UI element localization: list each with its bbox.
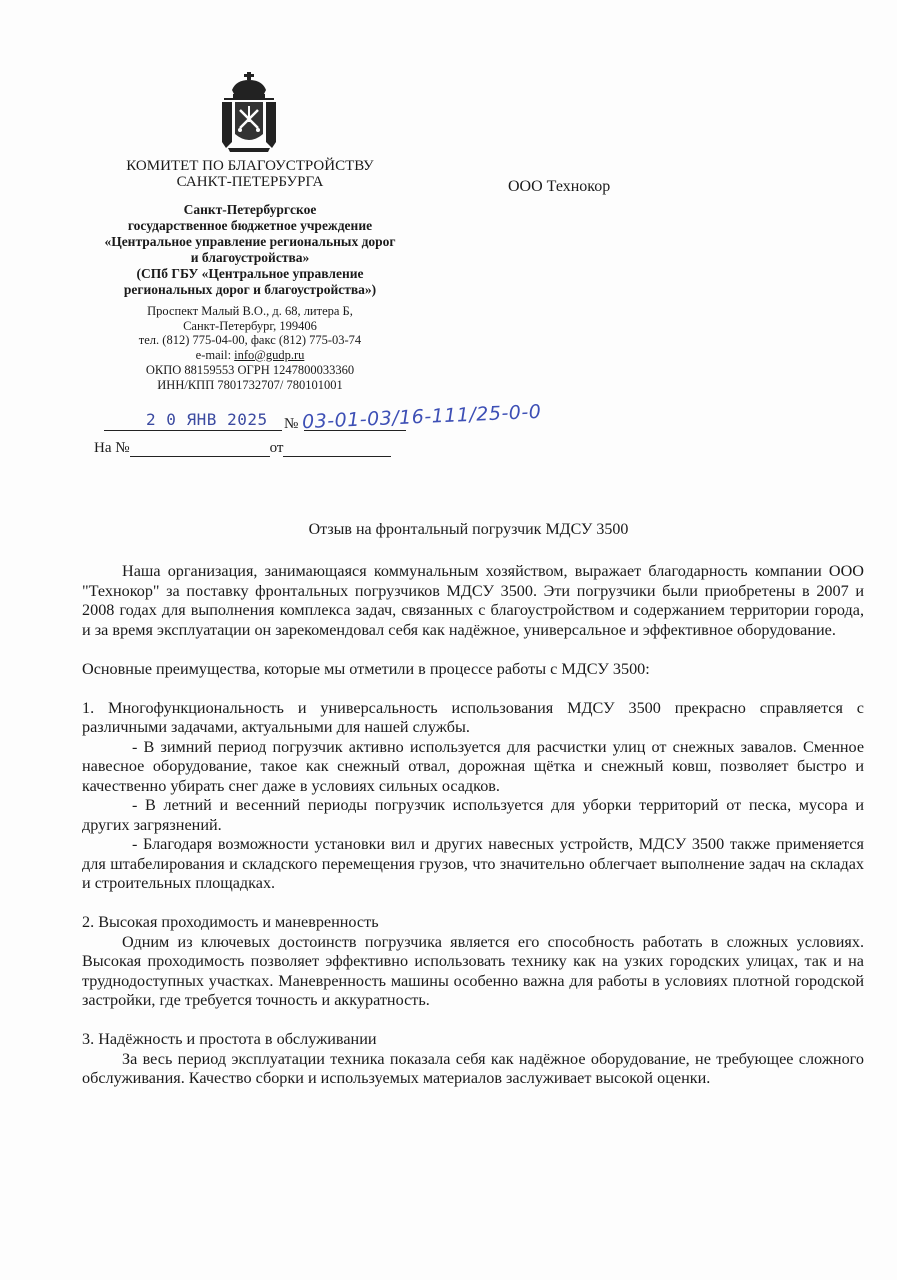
email-label: e-mail: [195,347,235,362]
recipient-name: ООО Технокор [508,178,611,195]
institution-line: и благоустройства» [190,250,310,265]
incoming-number-label: На № [94,440,130,456]
outgoing-reference [104,400,544,436]
institution-address [90,304,410,362]
registration-codes [90,363,410,392]
institution-line: государственное бюджетное учреждение [127,218,373,233]
address-line: тел. (812) 775-04-00, факс (812) 775-03-74 [138,333,362,347]
coat-of-arms-icon [218,72,280,154]
address-line: Санкт-Петербург, 199406 [183,318,317,333]
number-label: № [284,416,299,432]
handwritten-registration-number: 03-01-03/16-111/25-0-0 [301,400,542,434]
date-stamp: 2 0 ЯНВ 2025 [146,410,268,429]
incoming-from-label: от [269,440,284,456]
item-2-heading: 2. Высокая проходимость и маневренность [82,913,379,931]
item-3-paragraph: За весь период эксплуатации техника показала себя как надёжное оборудование, не требующее сложного обслуживания. Качество сборки и используемых материалов заслуживает высокой оценки. [82,1049,864,1087]
address-line: Проспект Малый В.О., д. 68, литера Б, [147,304,353,318]
intro-paragraph: Наша организация, занимающаяся коммунальным хозяйством, выражает благодарность компании ООО "Технокор" за поставку фронтальных погрузчиков МДСУ 3500. Эти погрузчики были приобретены в 2007 и 2008 годах для выполнения комплекса задач, связанных с благоустройством и содержанием территории города, и за время эксплуатации он зарекомендовал себя как надёжное, универсальное и эффективное оборудование. [82,562,864,639]
item-1-summer-paragraph: - В летний и весенний периоды погрузчик используется для уборки территорий от песка, мусора и других загрязнений. [82,796,864,834]
item-3-heading: 3. Надёжность и простота в обслуживании [82,1030,377,1048]
committee-line: САНКТ-ПЕТЕРБУРГА [176,174,324,190]
document-title: Отзыв на фронтальный погрузчик МДСУ 3500 [308,521,629,538]
item-1-winter-paragraph: - В зимний период погрузчик активно используется для расчистки улиц от снежных завалов. Сменное навесное оборудование, такое как снежный отвал, дорожная щётка и снежный ковш, позволяет быстро и качественно убирать снег даже в условиях сильных осадков. [82,737,864,795]
committee-name [100,158,400,190]
incoming-number-blank [130,442,270,457]
letter-body [82,562,864,1089]
advantages-heading: Основные преимущества, которые мы отметили в процессе работы с МДСУ 3500: [82,659,650,678]
date-underline [104,430,282,431]
institution-name [90,202,410,298]
incoming-date-blank [283,442,391,457]
institution-line: (СПб ГБУ «Центральное управление [136,266,364,281]
item-1-forks-paragraph: - Благодаря возможности установки вил и других навесных устройств, МДСУ 3500 также применяется для штабелирования и складского перемещения грузов, что значительно облегчает выполнение задач на складах и строительных площадках. [82,835,864,892]
email-link[interactable]: info@gudp.ru [234,347,305,362]
email-line [90,348,410,363]
codes-line: ИНН/КПП 7801732707/ 780101001 [157,377,343,392]
institution-line: Санкт-Петербургское [183,202,317,217]
institution-line: «Центральное управление региональных дорог [104,234,396,249]
committee-line: КОМИТЕТ ПО БЛАГОУСТРОЙСТВУ [126,158,374,174]
item-2-paragraph: Одним из ключевых достоинств погрузчика является его способность работать в сложных условиях. Высокая проходимость позволяет эффективно использовать технику как на узких городских улицах, так и на труднодоступных участках. Маневренность машины особенно важна для работы в условиях плотной городской застройки, где требуется точность и аккуратность. [82,932,864,1009]
institution-line: региональных дорог и благоустройства») [123,282,377,297]
item-1-paragraph: 1. Многофункциональность и универсальность использования МДСУ 3500 прекрасно справляется с различными задачами, актуальными для нашей службы. [82,698,864,736]
codes-line: ОКПО 88159553 ОГРН 1247800033360 [145,363,355,377]
incoming-reference [94,440,391,457]
